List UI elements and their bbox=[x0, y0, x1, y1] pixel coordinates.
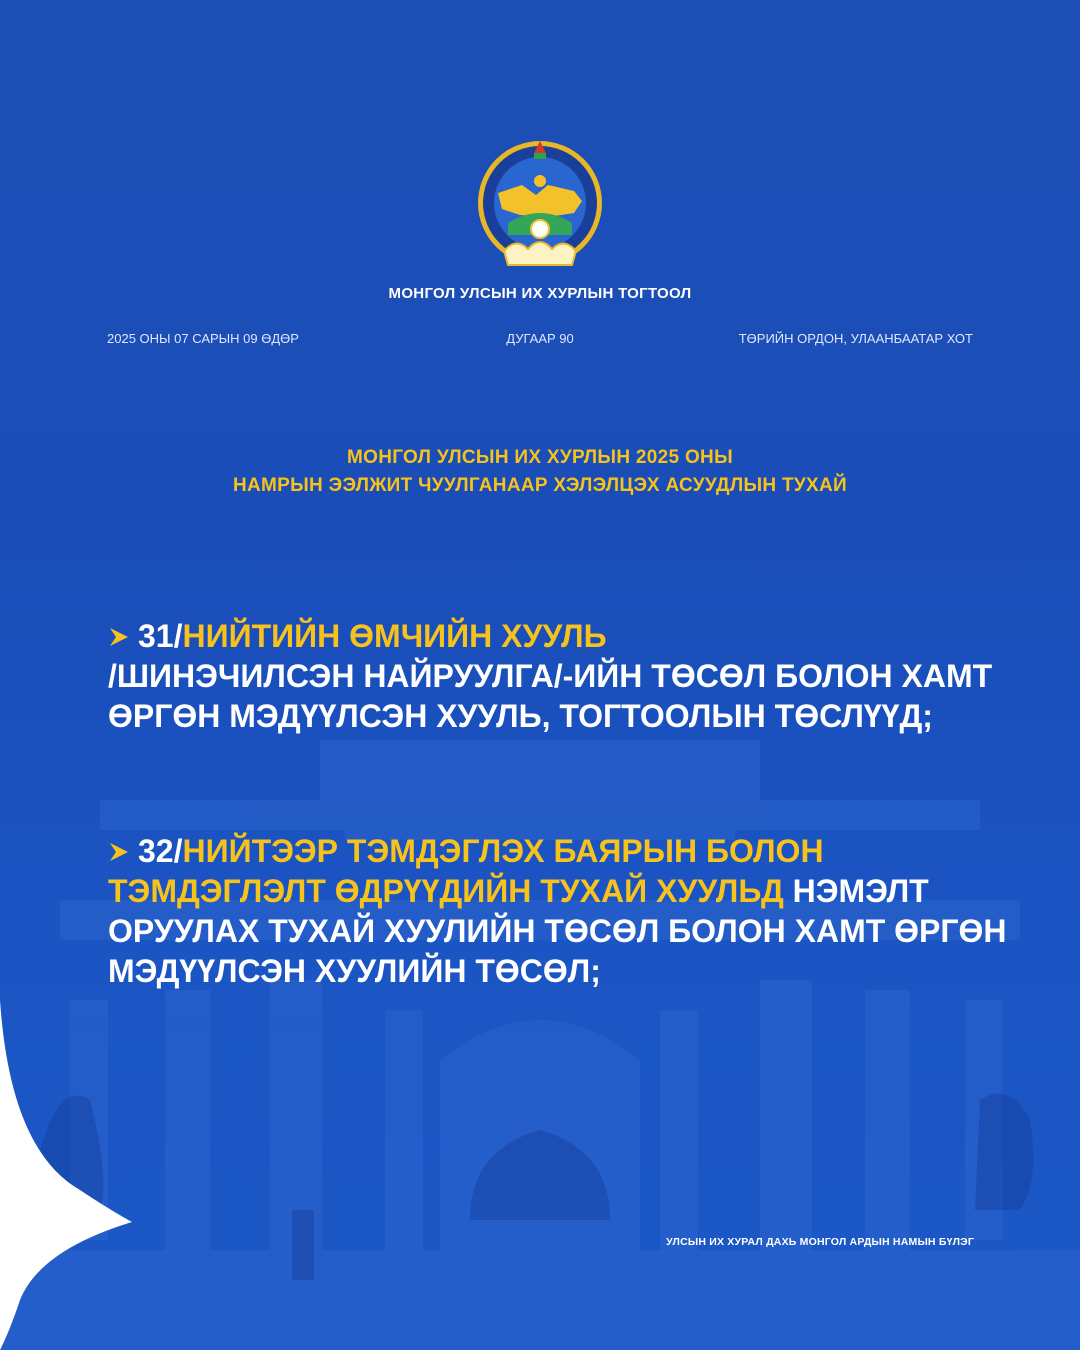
footer-caption: УЛСЫН ИХ ХУРАЛ ДАХЬ МОНГОЛ АРДЫН НАМЫН БҮЛЭГ bbox=[666, 1236, 974, 1248]
agenda-item-32 bbox=[108, 831, 1008, 991]
resolution-date: 2025 ОНЫ 07 САРЫН 09 ӨДӨР bbox=[107, 331, 299, 346]
chevron-right-icon bbox=[108, 626, 138, 648]
agenda-item-text: /ШИНЭЧИЛСЭН НАЙРУУЛГА/-ИЙН ТӨСӨЛ БОЛОН ХАМТ ӨРГӨН МЭДҮҮЛСЭН ХУУЛЬ, ТОГТООЛЫН ТӨСЛҮҮД; bbox=[108, 658, 993, 734]
state-emblem-icon bbox=[476, 133, 604, 277]
resolution-title-line-1: МОНГОЛ УЛСЫН ИХ ХУРЛЫН 2025 ОНЫ bbox=[347, 447, 733, 468]
agenda-item-highlight: НИЙТЭЭР ТЭМДЭГЛЭХ БАЯРЫН БОЛОН ТЭМДЭГЛЭЛТ ӨДРҮҮДИЙН ТУХАЙ ХУУЛЬД bbox=[108, 833, 824, 909]
document-heading: МОНГОЛ УЛСЫН ИХ ХУРЛЫН ТОГТООЛ bbox=[388, 285, 692, 302]
chevron-right-icon bbox=[108, 841, 138, 863]
agenda-item-highlight: НИЙТИЙН ӨМЧИЙН ХУУЛЬ bbox=[182, 618, 607, 654]
agenda-item-31 bbox=[108, 616, 1008, 736]
agenda-item-number: 31/ bbox=[138, 618, 183, 654]
resolution-title-line-2: НАМРЫН ЭЭЛЖИТ ЧУУЛГАНААР ХЭЛЭЛЦЭХ АСУУДЛЫН ТУХАЙ bbox=[233, 475, 847, 496]
agenda-item-text: НЭМЭЛТ ОРУУЛАХ ТУХАЙ ХУУЛИЙН ТӨСӨЛ БОЛОН ХАМТ ӨРГӨН МЭДҮҮЛСЭН ХУУЛИЙН ТӨСӨЛ; bbox=[108, 873, 1007, 989]
agenda-item-number: 32/ bbox=[138, 833, 183, 869]
resolution-number: ДУГААР 90 bbox=[506, 331, 574, 346]
resolution-place: ТӨРИЙН ОРДОН, УЛААНБААТАР ХОТ bbox=[738, 331, 973, 346]
